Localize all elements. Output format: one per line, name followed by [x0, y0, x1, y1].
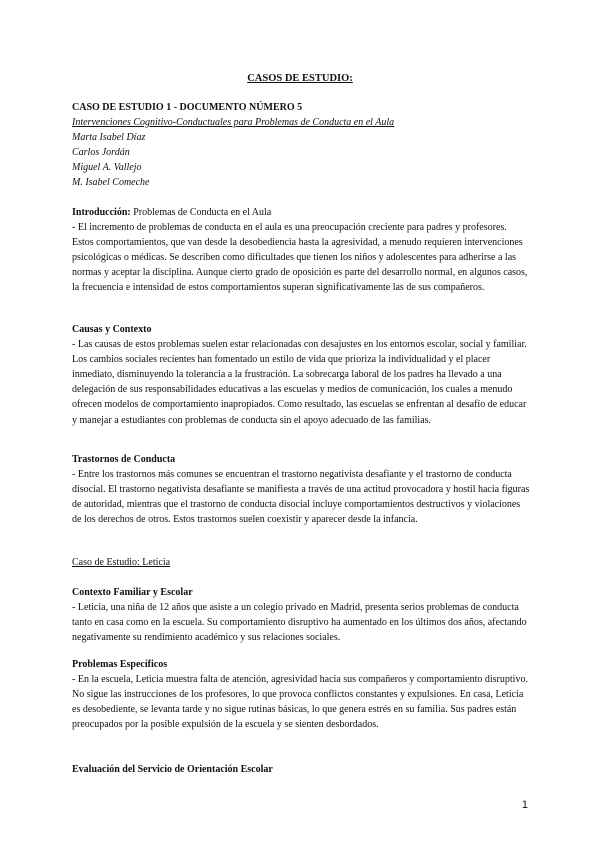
intro-section: [72, 205, 530, 296]
disorders-heading: Trastornos de Conducta: [72, 454, 176, 465]
document-title: CASOS DE ESTUDIO:: [247, 73, 353, 84]
problems-heading: Problemas Específicos: [72, 659, 168, 670]
case-header: [72, 100, 530, 191]
case-study-label: Caso de Estudio: Leticia: [72, 557, 171, 568]
problems-section: [72, 657, 530, 732]
evaluation-heading: Evaluación del Servicio de Orientación Escolar: [72, 764, 273, 775]
disorders-section: [72, 452, 530, 527]
page-number: 1: [521, 799, 528, 811]
intro-label: Introducción:: [72, 207, 131, 218]
evaluation-section: [72, 762, 530, 777]
intro-topic: Problemas de Conducta en el Aula: [130, 207, 272, 218]
intro-paragraph: - El incremento de problemas de conducta en el aula es una preocupación creciente para padres y profesores. Estos comportamientos, que van desde la desobediencia hasta la agresividad, a menudo requieren intervenciones psicológicas o médicas. Se describen como dificultades que tienen los niños y adolescentes para adherirse a las normas y aceptar la disciplina. Aunque cierto grado de oposición es parte del desarrollo normal, en algunos casos, la frecuencia e intensidad de estos comportamientos superan significativamente las de sus compañeros.: [72, 222, 528, 294]
causes-paragraph: - Las causas de estos problemas suelen estar relacionadas con desajustes en los entornos escolar, social y familiar. Los cambios sociales recientes han fomentado un estilo de vida que prioriza la individualidad y el placer inmediato, disminuyendo la tolerancia a la frustración. La sobrecarga laboral de los padres ha llevado a una delegación de sus responsabilidades educativas a las escuelas y medios de comunicación, los cuales a menudo ofrecen modelos de comportamiento inapropiados. Como resultado, las escuelas se enfrentan al desafío de educar y manejar a estudiantes con problemas de conducta sin el apoyo adecuado de las familias.: [72, 339, 527, 426]
problems-paragraph: - En la escuela, Leticia muestra falta de atención, agresividad hacia sus compañeros y comportamiento disruptivo. No sigue las instrucciones de los profesores, lo que provoca conflictos constantes y expulsiones. En casa, Leticia es desobediente, se levanta tarde y no sigue rutinas básicas, lo que genera estrés en su familia. Sus padres están preocupados por la posible expulsión de la escuela y se sienten desbordados.: [72, 674, 528, 731]
case-subtitle: Intervenciones Cognitivo-Conductuales para Problemas de Conducta en el Aula: [72, 117, 395, 129]
author-3: Miguel A. Vallejo: [72, 162, 142, 174]
case-heading: CASO DE ESTUDIO 1 - DOCUMENTO NÚMERO 5: [72, 102, 303, 113]
disorders-paragraph: - Entre los trastornos más comunes se encuentran el trastorno negativista desafiante y el trastorno de conducta disocial. El trastorno negativista desafiante se manifiesta a través de una actitud provocadora y hostil hacia figuras de autoridad, mientras que el trastorno de conducta disocial incluye comportamientos destructivos y violaciones de los derechos de otros. Estos trastornos suelen coexistir y aparecer desde la infancia.: [72, 469, 530, 526]
context-paragraph: - Leticia, una niña de 12 años que asiste a un colegio privado en Madrid, presenta serios problemas de conducta tanto en casa como en la escuela. Su comportamiento disruptivo ha aumentado en los últimos dos años, afectando negativamente su rendimiento académico y sus relaciones sociales.: [72, 602, 527, 644]
author-1: Marta Isabel Díaz: [72, 132, 146, 144]
causes-heading: Causas y Contexto: [72, 324, 152, 335]
author-2: Carlos Jordán: [72, 147, 130, 159]
causes-section: [72, 322, 530, 428]
case-study-label-section: [72, 555, 530, 570]
context-section: [72, 585, 530, 645]
author-4: M. Isabel Comeche: [72, 177, 150, 189]
context-heading: Contexto Familiar y Escolar: [72, 587, 193, 598]
intro-heading-line: [72, 205, 530, 220]
